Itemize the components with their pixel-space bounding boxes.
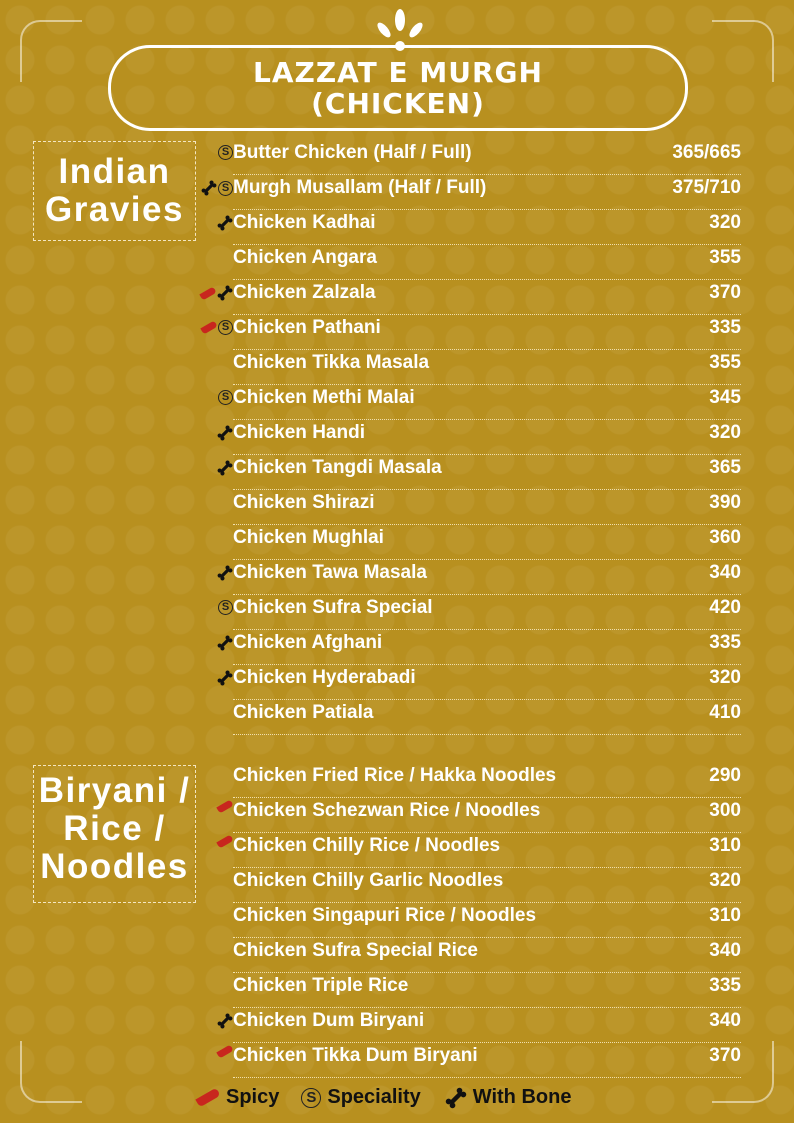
title-line-2: (CHICKEN) — [311, 87, 485, 120]
item-price: 390 — [709, 492, 741, 513]
item-icons — [217, 1048, 233, 1055]
item-name: Butter Chicken (Half / Full) — [233, 142, 472, 163]
section-title — [33, 765, 196, 903]
menu-item — [233, 797, 741, 833]
item-name: Chicken Shirazi — [233, 492, 375, 513]
item-price: 290 — [709, 765, 741, 786]
item-name: Chicken Mughlai — [233, 527, 384, 548]
item-name: Chicken Fried Rice / Hakka Noodles — [233, 765, 557, 786]
bone-icon — [217, 425, 233, 441]
speciality-icon: S — [218, 181, 233, 196]
item-price: 340 — [709, 1010, 741, 1031]
menu-item — [233, 937, 741, 973]
item-name: Chicken Triple Rice — [233, 975, 409, 996]
item-name: Chicken Sufra Special Rice — [233, 940, 478, 961]
item-price: 335 — [709, 317, 741, 338]
section-title-line: Indian — [58, 152, 171, 191]
item-icons — [201, 180, 233, 196]
item-name: Chicken Tangdi Masala — [233, 457, 442, 478]
item-icons — [218, 390, 233, 405]
item-name: Chicken Angara — [233, 247, 377, 268]
chili-icon — [216, 834, 233, 848]
bone-icon — [217, 215, 233, 231]
menu-item — [233, 902, 741, 938]
menu-item — [233, 244, 741, 280]
menu-item — [221, 594, 741, 630]
item-price: 320 — [709, 422, 741, 443]
item-name: Chicken Kadhai — [233, 212, 376, 233]
item-name: Chicken Singapuri Rice / Noodles — [233, 905, 537, 926]
item-price: 345 — [709, 387, 741, 408]
menu-item — [233, 699, 741, 735]
section-title — [33, 141, 196, 241]
item-icons — [217, 460, 233, 476]
item-name: Chicken Dum Biryani — [233, 1010, 425, 1031]
menu-item — [233, 832, 741, 868]
bone-icon — [445, 1087, 467, 1109]
legend — [196, 1086, 571, 1109]
item-price: 365 — [709, 457, 741, 478]
item-price: 420 — [709, 597, 741, 618]
menu-item — [233, 209, 741, 245]
bone-icon — [217, 460, 233, 476]
item-icons — [217, 425, 233, 441]
menu-item — [221, 384, 741, 420]
item-icons — [217, 635, 233, 651]
item-icons — [200, 285, 233, 301]
item-price: 365/665 — [672, 142, 741, 163]
speciality-icon: S — [218, 320, 233, 335]
item-name: Chicken Pathani — [233, 317, 381, 338]
item-price: 300 — [709, 800, 741, 821]
menu-item — [221, 174, 741, 210]
item-price: 370 — [709, 1045, 741, 1066]
item-price: 335 — [709, 975, 741, 996]
item-name: Chicken Sufra Special — [233, 597, 433, 618]
ornament-top-left — [20, 20, 82, 82]
menu-item — [233, 454, 741, 490]
item-price: 310 — [709, 905, 741, 926]
chili-icon — [216, 799, 233, 813]
menu-item — [233, 349, 741, 385]
item-icons — [217, 1013, 233, 1029]
item-price: 370 — [709, 282, 741, 303]
item-icons — [217, 565, 233, 581]
chili-icon — [216, 1044, 233, 1058]
bone-icon — [217, 285, 233, 301]
menu-item — [233, 629, 741, 665]
item-icons — [217, 215, 233, 231]
item-name: Chicken Patiala — [233, 702, 374, 723]
section-title-line: Biryani / — [38, 771, 191, 810]
section-title-line: Rice / — [63, 809, 166, 848]
item-icons — [217, 803, 233, 810]
item-name: Murgh Musallam (Half / Full) — [233, 177, 487, 198]
ornament-top-right — [712, 20, 774, 82]
menu-item — [233, 762, 741, 798]
menu-item — [233, 1042, 741, 1078]
legend-speciality: Speciality — [327, 1086, 421, 1108]
item-name: Chicken Zalzala — [233, 282, 376, 303]
item-icons — [218, 145, 233, 160]
title-line-1: LAZZAT E MURGH — [253, 56, 543, 89]
item-name: Chicken Hyderabadi — [233, 667, 416, 688]
menu-item — [233, 664, 741, 700]
item-name: Chicken Handi — [233, 422, 365, 443]
item-price: 320 — [709, 667, 741, 688]
item-name: Chicken Methi Malai — [233, 387, 415, 408]
speciality-icon: S — [301, 1088, 321, 1108]
menu-item — [233, 489, 741, 525]
item-name: Chicken Chilly Garlic Noodles — [233, 870, 504, 891]
item-icons — [217, 670, 233, 686]
chili-icon — [195, 1088, 220, 1108]
item-icons — [217, 838, 233, 845]
item-price: 320 — [709, 870, 741, 891]
item-price: 310 — [709, 835, 741, 856]
item-price: 335 — [709, 632, 741, 653]
menu-item — [221, 139, 741, 175]
menu-item — [233, 524, 741, 560]
legend-spicy: Spicy — [226, 1086, 280, 1108]
bone-icon — [217, 1013, 233, 1029]
menu-item — [233, 559, 741, 595]
section-title-line: Noodles — [40, 847, 189, 886]
item-price: 320 — [709, 212, 741, 233]
bone-icon — [217, 635, 233, 651]
menu-item — [233, 419, 741, 455]
section-title-line: Gravies — [45, 190, 184, 229]
item-name: Chicken Schezwan Rice / Noodles — [233, 800, 541, 821]
speciality-icon: S — [218, 145, 233, 160]
chili-icon — [199, 286, 216, 300]
menu-item — [233, 279, 741, 315]
item-name: Chicken Chilly Rice / Noodles — [233, 835, 501, 856]
item-name: Chicken Tawa Masala — [233, 562, 427, 583]
item-name: Chicken Tikka Dum Biryani — [233, 1045, 478, 1066]
menu-title-banner — [108, 45, 688, 131]
chili-icon — [200, 320, 217, 334]
item-price: 355 — [709, 247, 741, 268]
bone-icon — [217, 565, 233, 581]
bone-icon — [217, 670, 233, 686]
item-price: 410 — [709, 702, 741, 723]
item-price: 340 — [709, 940, 741, 961]
menu-item — [221, 314, 741, 350]
item-name: Chicken Tikka Masala — [233, 352, 430, 373]
bone-icon — [201, 180, 217, 196]
item-price: 375/710 — [672, 177, 741, 198]
item-price: 340 — [709, 562, 741, 583]
ornament-bottom-left — [20, 1041, 82, 1103]
speciality-icon: S — [218, 600, 233, 615]
menu-item — [233, 867, 741, 903]
item-icons — [218, 600, 233, 615]
menu-item — [233, 972, 741, 1008]
item-price: 355 — [709, 352, 741, 373]
speciality-icon: S — [218, 390, 233, 405]
legend-with-bone: With Bone — [472, 1086, 572, 1108]
item-icons — [201, 320, 233, 335]
item-price: 360 — [709, 527, 741, 548]
menu-item — [233, 1007, 741, 1043]
item-name: Chicken Afghani — [233, 632, 383, 653]
